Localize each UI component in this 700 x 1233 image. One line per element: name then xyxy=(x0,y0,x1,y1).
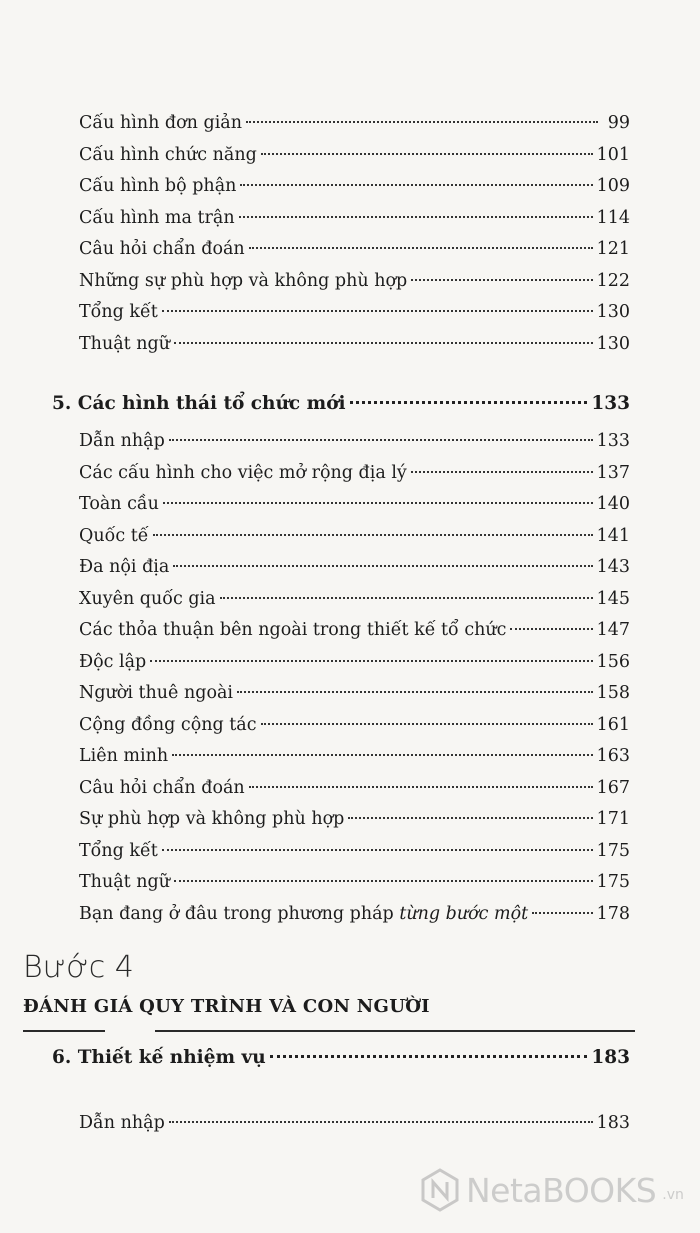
dot-leader xyxy=(350,401,588,404)
dot-leader xyxy=(150,660,592,662)
toc-entry[interactable] xyxy=(79,334,630,365)
page-number: 130 xyxy=(596,333,630,354)
entry-title: Thuật ngữ xyxy=(79,872,170,892)
page-number: 140 xyxy=(596,494,630,514)
toc-entry[interactable] xyxy=(79,809,630,840)
entry-title: Cấu hình chức năng xyxy=(79,144,257,165)
dot-leader xyxy=(411,471,593,473)
brand-tld: .vn xyxy=(662,1187,684,1203)
dot-leader xyxy=(249,247,593,249)
dot-leader xyxy=(239,216,593,218)
entry-title: Cấu hình ma trận xyxy=(79,207,235,228)
page-number: 163 xyxy=(596,746,630,766)
toc-entry[interactable] xyxy=(79,557,630,588)
dot-leader xyxy=(169,1121,593,1123)
toc-entry[interactable] xyxy=(79,904,630,935)
entry-title: Xuyên quốc gia xyxy=(79,588,216,609)
entry-title: Các thỏa thuận bên ngoài trong thiết kế tổ chức xyxy=(79,620,507,640)
entry-title: Dẫn nhập xyxy=(79,1113,165,1133)
page-number: 183 xyxy=(596,1113,630,1133)
entry-title: Bạn đang ở đâu trong phương pháp từng bước một xyxy=(79,904,529,924)
dot-leader xyxy=(261,723,593,725)
toc-entry[interactable] xyxy=(79,589,630,620)
toc-entry[interactable] xyxy=(79,683,630,714)
dot-leader xyxy=(348,817,592,819)
entry-title: Các cấu hình cho việc mở rộng địa lý xyxy=(79,462,407,483)
entry-title: Tổng kết xyxy=(79,840,158,861)
entry-title: Toàn cầu xyxy=(79,494,159,514)
entry-title: Người thuê ngoài xyxy=(79,683,234,703)
dot-leader xyxy=(220,597,593,599)
entry-title: Tổng kết xyxy=(79,302,158,322)
dot-leader xyxy=(411,279,592,281)
dot-leader xyxy=(162,849,593,851)
toc-entry[interactable] xyxy=(79,302,630,333)
toc-entry[interactable] xyxy=(79,841,630,872)
page-number: 109 xyxy=(596,176,630,196)
toc-entry[interactable] xyxy=(79,431,630,462)
entry-title: Độc lập xyxy=(79,651,147,672)
toc-entry[interactable] xyxy=(79,872,630,903)
toc-entry[interactable] xyxy=(79,652,630,683)
page-number: 145 xyxy=(596,588,630,609)
toc-entry[interactable] xyxy=(79,620,630,651)
page-number: 183 xyxy=(591,1047,630,1068)
page-number: 175 xyxy=(596,840,630,861)
dot-leader xyxy=(162,310,593,312)
page-number: 141 xyxy=(596,525,630,546)
page-number: 122 xyxy=(596,270,630,291)
entry-title: Những sự phù hợp và không phù hợp xyxy=(79,270,408,291)
dot-leader xyxy=(174,880,593,882)
page-number: 121 xyxy=(596,239,630,259)
dot-leader xyxy=(270,1055,588,1058)
dot-leader xyxy=(237,691,593,693)
entry-title: Câu hỏi chẩn đoán xyxy=(79,239,245,259)
toc-entry[interactable] xyxy=(79,145,630,176)
dot-leader xyxy=(246,121,598,123)
page-number: 133 xyxy=(596,431,630,451)
entry-title: Cấu hình bộ phận xyxy=(79,176,237,196)
chapter-title: 5. Các hình thái tổ chức mới xyxy=(52,393,346,414)
step-title: ĐÁNH GIÁ QUY TRÌNH VÀ CON NGƯỜI xyxy=(23,996,430,1017)
dot-leader xyxy=(240,184,592,186)
entry-title: Dẫn nhập xyxy=(79,431,165,451)
netabooks-watermark xyxy=(420,1168,684,1212)
entry-title: Thuật ngữ xyxy=(79,333,170,354)
page-number: 130 xyxy=(596,302,630,322)
entry-title: Cộng đồng cộng tác xyxy=(79,714,257,735)
page-number: 161 xyxy=(596,714,630,735)
toc-entry[interactable] xyxy=(79,715,630,746)
entry-title: Quốc tế xyxy=(79,525,149,546)
page-number: 114 xyxy=(596,207,630,228)
page-number: 158 xyxy=(596,683,630,703)
toc-entry[interactable] xyxy=(79,208,630,239)
toc-entry[interactable] xyxy=(79,463,630,494)
toc-entry[interactable] xyxy=(79,778,630,809)
dot-leader xyxy=(173,565,592,567)
page-number: 143 xyxy=(596,557,630,577)
dot-leader xyxy=(249,786,593,788)
toc-entry[interactable] xyxy=(79,113,630,144)
dot-leader xyxy=(532,912,592,914)
entry-title: Liên minh xyxy=(79,746,169,766)
page-number: 99 xyxy=(607,113,630,133)
dot-leader xyxy=(163,502,593,504)
chapter-title: 6. Thiết kế nhiệm vụ xyxy=(52,1047,266,1068)
toc-entry[interactable] xyxy=(79,1113,630,1144)
dot-leader xyxy=(261,153,593,155)
entry-title: Đa nội địa xyxy=(79,557,170,577)
dot-leader xyxy=(172,754,592,756)
chapter-6-heading[interactable] xyxy=(52,1047,630,1078)
dot-leader xyxy=(174,342,593,344)
entry-title: Sự phù hợp và không phù hợp xyxy=(79,809,345,829)
page-number: 137 xyxy=(596,462,630,483)
toc-entry[interactable] xyxy=(79,271,630,302)
chapter-5-heading[interactable] xyxy=(52,393,630,424)
entry-title: Cấu hình đơn giản xyxy=(79,113,242,133)
toc-entry[interactable] xyxy=(79,526,630,557)
dot-leader xyxy=(153,534,593,536)
page-number: 167 xyxy=(596,777,630,798)
toc-entry[interactable] xyxy=(79,176,630,207)
page-number: 171 xyxy=(596,809,630,829)
divider-short xyxy=(23,1030,105,1032)
toc-entry[interactable] xyxy=(79,239,630,270)
toc-entry[interactable] xyxy=(79,746,630,777)
page-number: 133 xyxy=(591,393,630,414)
page-number: 101 xyxy=(596,144,630,165)
step-label: Bước 4 xyxy=(23,950,134,985)
hexagon-n-icon xyxy=(420,1168,460,1212)
page-number: 175 xyxy=(596,872,630,892)
page-number: 147 xyxy=(596,620,630,640)
page-number: 156 xyxy=(596,651,630,672)
entry-title: Câu hỏi chẩn đoán xyxy=(79,777,245,798)
dot-leader xyxy=(169,439,593,441)
page-number: 178 xyxy=(596,904,630,924)
brand-name: NetaBOOKS xyxy=(466,1170,657,1210)
toc-entry[interactable] xyxy=(79,494,630,525)
dot-leader xyxy=(510,628,592,630)
divider-long xyxy=(155,1030,635,1032)
